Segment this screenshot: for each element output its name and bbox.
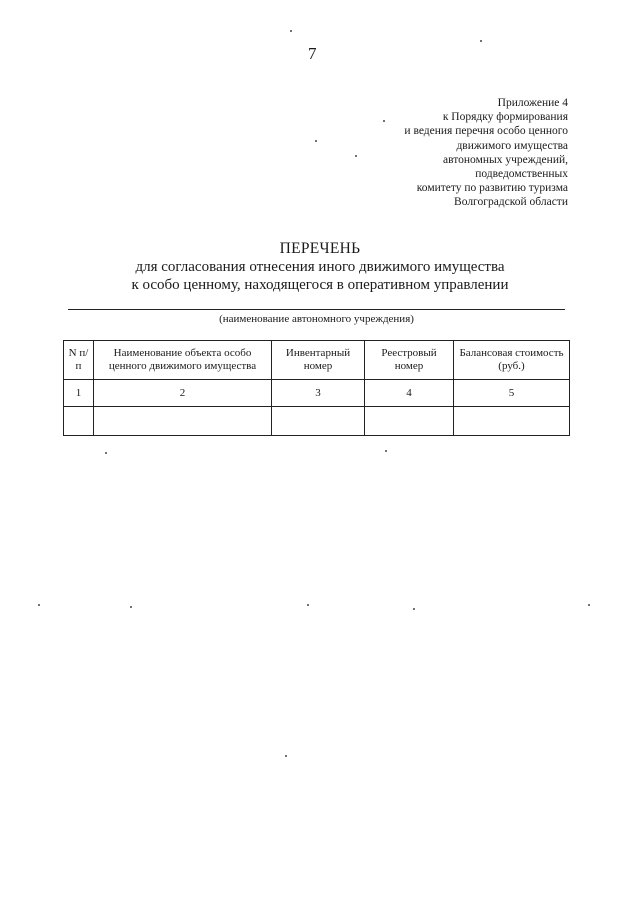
table-cell	[272, 407, 365, 436]
scan-speck	[588, 604, 590, 606]
table-cell	[365, 407, 454, 436]
document-title: ПЕРЕЧЕНЬ	[279, 240, 361, 257]
scan-speck	[383, 120, 385, 122]
header-cell-book-value: Балансовая стоимость (руб.)	[454, 341, 570, 380]
appendix-line: движимого имущества	[456, 139, 568, 152]
header-cell-number: N п/п	[64, 341, 94, 380]
table-cell	[94, 407, 272, 436]
column-number-cell: 4	[365, 380, 454, 407]
appendix-line: автономных учреждений,	[443, 153, 568, 166]
scan-speck	[38, 604, 40, 606]
scan-speck	[315, 140, 317, 142]
header-cell-inventory-number: Инвентарный номер	[272, 341, 365, 380]
title-block	[0, 240, 640, 294]
appendix-line: Волгоградской области	[454, 196, 568, 209]
column-numbering-row	[64, 380, 570, 407]
scan-speck	[130, 606, 132, 608]
appendix-line: Приложение 4	[497, 97, 568, 109]
institution-name-caption: (наименование автономного учреждения)	[219, 313, 414, 325]
appendix-line: подведомственных	[475, 168, 568, 181]
document-subtitle-line-1: для согласования отнесения иного движимого имущества	[135, 259, 505, 275]
scan-speck	[285, 755, 287, 757]
document-subtitle-line-2: к особо ценному, находящегося в оперативном управлении	[131, 277, 509, 293]
institution-name-line	[68, 309, 565, 310]
scan-speck	[413, 608, 415, 610]
scan-speck	[480, 40, 482, 42]
scan-speck	[307, 604, 309, 606]
column-number-cell: 1	[64, 380, 94, 407]
table-row	[64, 407, 570, 436]
scan-speck	[290, 30, 292, 32]
page-number: 7	[308, 44, 317, 63]
appendix-line: и ведения перечня особо ценного	[404, 125, 568, 138]
table-cell	[454, 407, 570, 436]
appendix-line: комитету по развитию туризма	[416, 182, 568, 195]
scan-speck	[355, 155, 357, 157]
appendix-reference	[348, 96, 568, 210]
appendix-line: к Порядку формирования	[442, 111, 568, 124]
column-number-cell: 2	[94, 380, 272, 407]
scan-speck	[385, 450, 387, 452]
header-cell-registry-number: Реестровый номер	[365, 341, 454, 380]
column-number-cell: 5	[454, 380, 570, 407]
scan-speck	[105, 452, 107, 454]
table-header-row	[64, 341, 570, 380]
column-number-cell: 3	[272, 380, 365, 407]
property-table	[63, 340, 570, 436]
header-cell-object-name: Наименование объекта особо ценного движимого имущества	[94, 341, 272, 380]
table-cell	[64, 407, 94, 436]
